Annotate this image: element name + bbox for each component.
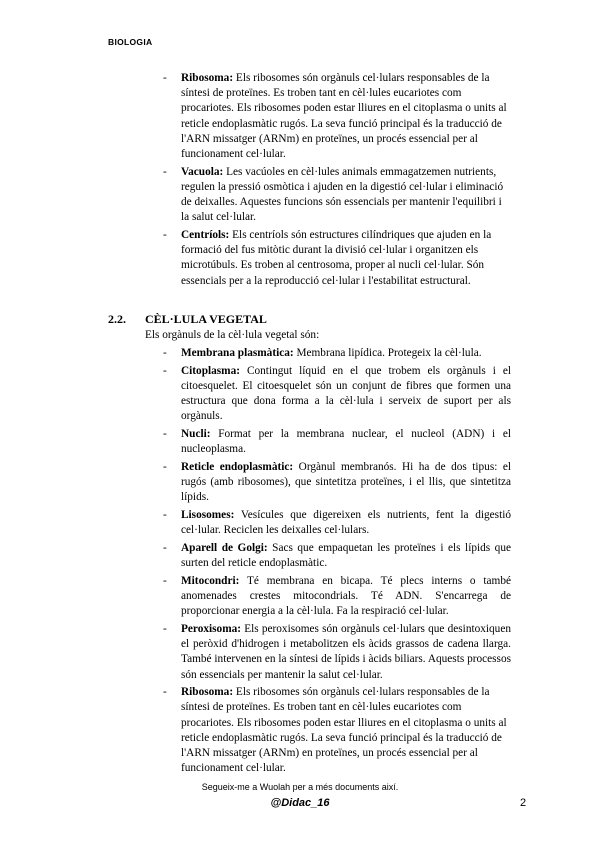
list-item: [0, 165, 600, 226]
animal-cell-list: [0, 71, 600, 291]
bullet-dash: -: [163, 622, 167, 635]
bullet-dash: -: [163, 165, 167, 178]
term-description: Vesícules que digereixen els nutrients, fent la digestió cel·lular. Reciclen les deixalles cel·lulars.: [181, 509, 511, 537]
term-label: Centríols:: [181, 229, 230, 242]
term-description: Membrana lipídica. Protegeix la cèl·lula.: [293, 347, 482, 359]
term-description: Orgànul membranós. Hi ha de dos tipus: el rugós (amb ribosomes), que sintetitza proteïnes, i el llis, que sintetitza lípids.: [181, 460, 512, 504]
term-label: Nucli:: [181, 428, 211, 441]
bullet-dash: -: [163, 686, 167, 699]
term-label: Citoplasma:: [181, 364, 240, 377]
bullet-dash: -: [163, 509, 167, 522]
bullet-dash: -: [163, 541, 167, 554]
term-label: Aparell de Golgi:: [181, 541, 268, 554]
term-label: Reticle endoplasmàtic:: [181, 460, 294, 473]
list-item: [0, 622, 600, 683]
bullet-dash: -: [163, 347, 167, 359]
list-item: [0, 71, 600, 162]
list-item: [0, 508, 600, 538]
term-description: Contingut líquid en el que trobem els orgànuls i el citoesquelet. El citoesquelet són un conjunt de fibres que formen una estructura que dona forma a la cèl·lula i serveix de suport per als orgànuls.: [181, 364, 511, 423]
term-description: Té membrana en bicapa. Té plecs interns o també anomenades crestes mitocondrials. Té ADN. S'encarrega de proporcionar energia a la cèl·lula. Fa la respiració cel·lular.: [181, 574, 511, 618]
bullet-dash: -: [163, 574, 167, 587]
bullet-dash: -: [163, 229, 167, 242]
term-label: Lisosomes:: [181, 509, 235, 522]
bullet-dash: -: [163, 364, 167, 377]
bullet-dash: -: [163, 72, 167, 84]
list-item: [0, 685, 600, 776]
section-title: CÈL·LULA VEGETAL: [145, 312, 267, 326]
term-label: Ribosoma:: [181, 686, 234, 699]
page-number: 2: [520, 797, 527, 809]
term-label: Mitocondri:: [181, 574, 240, 587]
document-header: BIOLOGIA: [108, 37, 153, 47]
term-description: Els ribosomes són orgànuls cel·lulars responsables de la síntesi de proteïnes. Es troben tant en cèl·lules eucariotes com procariotes. Els ribosomes poden estar lliures en el citoplasma o units al reticle endoplasmàtic rugós. La seva funció principal és la traducció de l'ARN missatger (ARNm) en proteïnes, un procés essencial per al funcionament cel·lular.: [181, 686, 507, 775]
term-description: Les vacúoles en cèl·lules animals emmagatzemen nutrients, regulen la pressió osmòtica i ajuden en la digestió cel·lular i eliminació de deixalles. Aquestes funcions són essencials per mantenir l'equilibri i la salut cel·lular.: [181, 165, 504, 224]
term-label: Vacuola:: [181, 165, 224, 178]
list-item: [0, 427, 600, 457]
list-item: [0, 364, 600, 425]
section-number: 2.2.: [108, 312, 126, 326]
term-description: Els centríols són estructures cilíndriques que ajuden en la formació del fus mitòtic durant la divisió cel·lular i organitzen els microtúbuls. Es troben al centrosoma, proper al nucli cel·lular. Són essencials per a la reproducció cel·lular i l'estabilitat estructural.: [181, 229, 492, 287]
term-description: Els ribosomes són orgànuls cel·lulars responsables de la síntesi de proteïnes. Es troben tant en cèl·lules eucariotes com procariotes. Els ribosomes poden estar lliures en el citoplasma o units al reticle endoplasmàtic rugós. La seva funció principal és la traducció de l'ARN missatger (ARNm) en proteïnes, un procés essencial per al funcionament cel·lular.: [181, 72, 507, 161]
section-intro: Els orgànuls de la cèl·lula vegetal són:: [145, 329, 320, 341]
plant-cell-list: [0, 346, 600, 779]
term-description: Sacs que empaquetan les proteïnes i els lípids que surten del reticle endoplasmàtic.: [181, 541, 511, 570]
list-item: [0, 460, 600, 506]
footer-username: @Didac_16: [270, 797, 330, 809]
list-item: [0, 574, 600, 620]
list-item: [0, 228, 600, 289]
term-label: Peroxisoma:: [181, 622, 242, 635]
bullet-dash: -: [163, 428, 167, 441]
list-item: [0, 346, 600, 361]
list-item: [0, 541, 600, 571]
term-label: Membrana plasmàtica:: [181, 347, 294, 359]
term-description: Format per la membrana nuclear, el nucleol (ADN) i el nucleoplasma.: [181, 428, 511, 456]
bullet-dash: -: [163, 460, 167, 473]
footer-promo-text: Segueix-me a Wuolah per a més documents així.: [201, 782, 399, 792]
term-label: Ribosoma:: [181, 72, 234, 84]
term-description: Els peroxisomes són orgànuls cel·lulars que desintoxiquen el peròxid d'hidrogen i metabolitzen els àcids grassos de cadena llarga. També intervenen en la síntesi de lípids i àcids biliars. Aquests processos són essencials per mantenir la salut cel·lular.: [181, 622, 511, 681]
